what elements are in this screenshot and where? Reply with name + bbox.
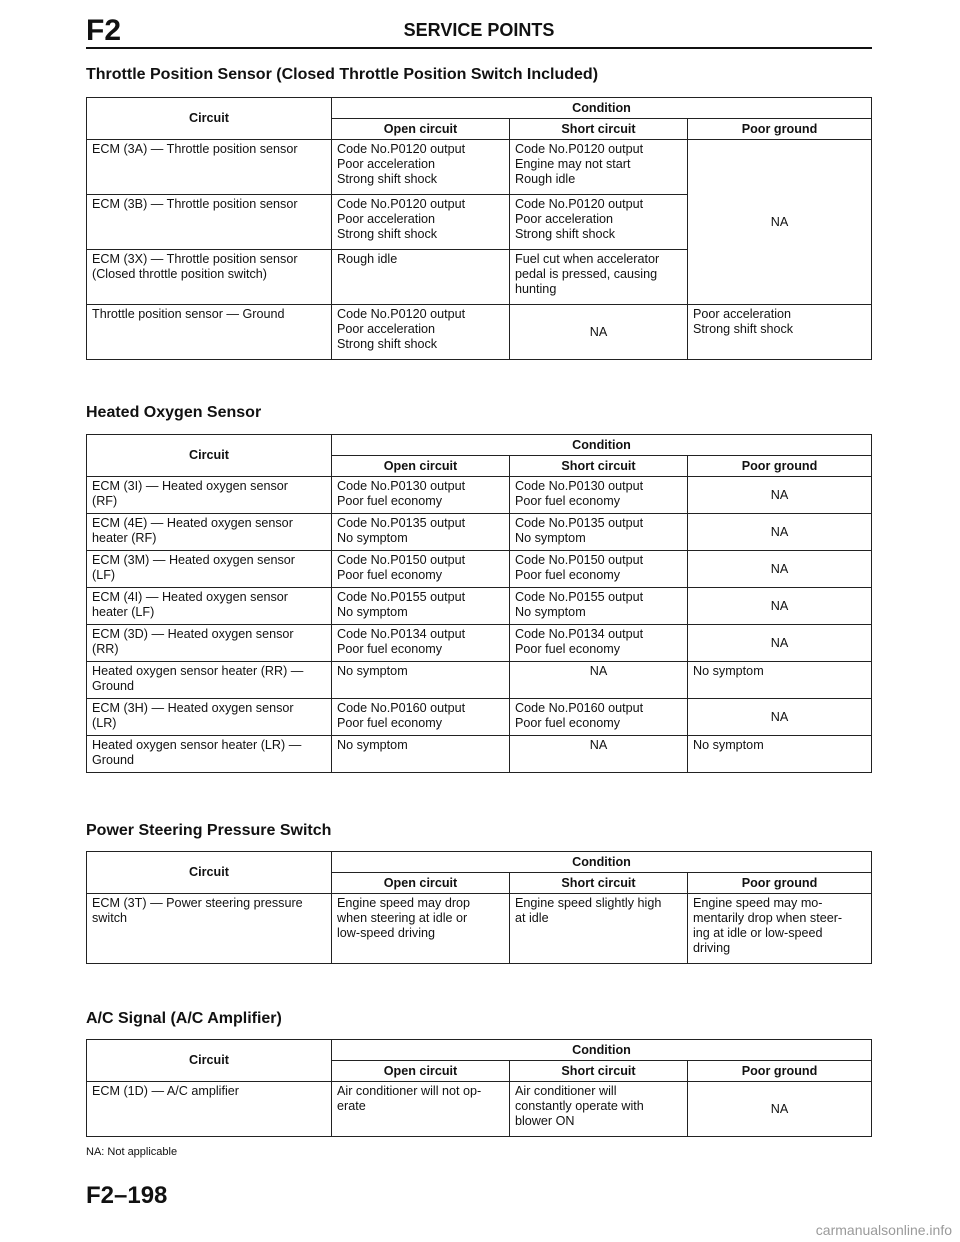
open-circuit-cell: Code No.P0120 output Poor acceleration Strong shift shock	[332, 305, 510, 360]
open-circuit-cell: Code No.P0120 output Poor acceleration Strong shift shock	[332, 140, 510, 195]
poor-ground-cell: No symptom	[688, 736, 872, 773]
header-open-circuit: Open circuit	[332, 119, 510, 140]
header-circuit: Circuit	[87, 435, 332, 477]
poor-ground-cell: NA	[688, 625, 872, 662]
open-circuit-cell: No symptom	[332, 736, 510, 773]
poor-ground-cell: No symptom	[688, 662, 872, 699]
section-title-ho2s: Heated Oxygen Sensor	[86, 404, 262, 421]
open-circuit-cell: Code No.P0130 output Poor fuel economy	[332, 477, 510, 514]
circuit-cell: Throttle position sensor — Ground	[87, 305, 332, 360]
ho2s-table	[86, 434, 872, 773]
poor-ground-cell: NA	[688, 1082, 872, 1137]
page-title: SERVICE POINTS	[403, 20, 555, 40]
short-circuit-cell: Air conditioner will constantly operate with blower ON	[510, 1082, 688, 1137]
open-circuit-cell: Code No.P0134 output Poor fuel economy	[332, 625, 510, 662]
table-row	[87, 305, 872, 360]
watermark: carmanualsonline.info	[815, 1222, 952, 1238]
short-circuit-cell: Code No.P0135 output No symptom	[510, 514, 688, 551]
tps-table	[86, 97, 872, 360]
circuit-cell: ECM (1D) — A/C amplifier	[87, 1082, 332, 1137]
circuit-cell: Heated oxygen sensor heater (RR) — Ground	[87, 662, 332, 699]
table-row	[87, 699, 872, 736]
circuit-cell: Heated oxygen sensor heater (LR) — Ground	[87, 736, 332, 773]
short-circuit-cell: Code No.P0120 output Poor acceleration Strong shift shock	[510, 195, 688, 250]
header-rule	[86, 47, 872, 49]
table-row	[87, 894, 872, 964]
short-circuit-cell: Code No.P0160 output Poor fuel economy	[510, 699, 688, 736]
open-circuit-cell: Air conditioner will not op- erate	[332, 1082, 510, 1137]
header-open-circuit: Open circuit	[332, 1061, 510, 1082]
header-poor-ground: Poor ground	[688, 456, 872, 477]
open-circuit-cell: Code No.P0120 output Poor acceleration Strong shift shock	[332, 195, 510, 250]
header-short-circuit: Short circuit	[510, 119, 688, 140]
ac-table	[86, 1039, 872, 1137]
page-header	[86, 14, 872, 48]
section-code: F2	[86, 14, 122, 47]
poor-ground-cell: NA	[688, 514, 872, 551]
table-row	[87, 662, 872, 699]
short-circuit-cell: Fuel cut when accelerator pedal is pressed, causing hunting	[510, 250, 688, 305]
circuit-cell: ECM (3I) — Heated oxygen sensor (RF)	[87, 477, 332, 514]
poor-ground-cell: Engine speed may mo- mentarily drop when steer- ing at idle or low-speed driving	[688, 894, 872, 964]
table-row	[87, 551, 872, 588]
header-poor-ground: Poor ground	[688, 1061, 872, 1082]
short-circuit-cell: Engine speed slightly high at idle	[510, 894, 688, 964]
ps-table	[86, 851, 872, 964]
header-condition: Condition	[332, 852, 872, 873]
header-poor-ground: Poor ground	[688, 119, 872, 140]
header-open-circuit: Open circuit	[332, 873, 510, 894]
table-row	[87, 588, 872, 625]
header-condition: Condition	[332, 98, 872, 119]
section-title-ps: Power Steering Pressure Switch	[86, 822, 332, 839]
circuit-cell: ECM (3M) — Heated oxygen sensor (LF)	[87, 551, 332, 588]
circuit-cell: ECM (3A) — Throttle position sensor	[87, 140, 332, 195]
table-row	[87, 736, 872, 773]
header-circuit: Circuit	[87, 852, 332, 894]
header-short-circuit: Short circuit	[510, 873, 688, 894]
table-row	[87, 140, 872, 195]
open-circuit-cell: Code No.P0160 output Poor fuel economy	[332, 699, 510, 736]
circuit-cell: ECM (3D) — Heated oxygen sensor (RR)	[87, 625, 332, 662]
page-number: F2–198	[86, 1182, 168, 1209]
short-circuit-cell: Code No.P0120 output Engine may not start Rough idle	[510, 140, 688, 195]
header-open-circuit: Open circuit	[332, 456, 510, 477]
open-circuit-cell: Code No.P0155 output No symptom	[332, 588, 510, 625]
circuit-cell: ECM (3T) — Power steering pressure switch	[87, 894, 332, 964]
header-circuit: Circuit	[87, 98, 332, 140]
table-row	[87, 625, 872, 662]
circuit-cell: ECM (3X) — Throttle position sensor (Closed throttle position switch)	[87, 250, 332, 305]
header-short-circuit: Short circuit	[510, 456, 688, 477]
short-circuit-cell: Code No.P0150 output Poor fuel economy	[510, 551, 688, 588]
table-row	[87, 514, 872, 551]
short-circuit-cell: NA	[510, 736, 688, 773]
open-circuit-cell: Code No.P0135 output No symptom	[332, 514, 510, 551]
section-title-ac: A/C Signal (A/C Amplifier)	[86, 1010, 282, 1027]
open-circuit-cell: Rough idle	[332, 250, 510, 305]
header-condition: Condition	[332, 435, 872, 456]
short-circuit-cell: Code No.P0134 output Poor fuel economy	[510, 625, 688, 662]
poor-ground-cell: NA	[688, 699, 872, 736]
circuit-cell: ECM (3H) — Heated oxygen sensor (LR)	[87, 699, 332, 736]
circuit-cell: ECM (3B) — Throttle position sensor	[87, 195, 332, 250]
header-circuit: Circuit	[87, 1040, 332, 1082]
header-short-circuit: Short circuit	[510, 1061, 688, 1082]
na-footnote: NA: Not applicable	[86, 1146, 178, 1158]
header-poor-ground: Poor ground	[688, 873, 872, 894]
header-condition: Condition	[332, 1040, 872, 1061]
poor-ground-cell: NA	[688, 588, 872, 625]
poor-ground-cell: Poor acceleration Strong shift shock	[688, 305, 872, 360]
poor-ground-cell: NA	[688, 551, 872, 588]
section-title-tps: Throttle Position Sensor (Closed Throttle Position Switch Included)	[86, 66, 599, 83]
table-row	[87, 1082, 872, 1137]
short-circuit-cell: NA	[510, 662, 688, 699]
short-circuit-cell: Code No.P0130 output Poor fuel economy	[510, 477, 688, 514]
short-circuit-cell: NA	[510, 305, 688, 360]
poor-ground-cell: NA	[688, 477, 872, 514]
table-row	[87, 477, 872, 514]
open-circuit-cell: Engine speed may drop when steering at idle or low-speed driving	[332, 894, 510, 964]
poor-ground-cell: NA	[688, 140, 872, 305]
short-circuit-cell: Code No.P0155 output No symptom	[510, 588, 688, 625]
open-circuit-cell: Code No.P0150 output Poor fuel economy	[332, 551, 510, 588]
open-circuit-cell: No symptom	[332, 662, 510, 699]
circuit-cell: ECM (4I) — Heated oxygen sensor heater (LF)	[87, 588, 332, 625]
circuit-cell: ECM (4E) — Heated oxygen sensor heater (RF)	[87, 514, 332, 551]
